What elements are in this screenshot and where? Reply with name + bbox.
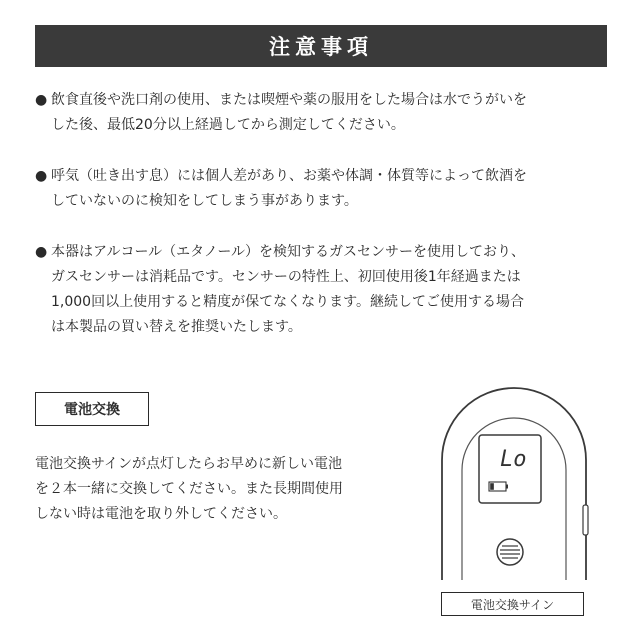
notes-list [35,88,610,366]
bullet-icon: ● [35,92,48,108]
battery-section-label [35,392,149,426]
note-body [51,164,610,214]
bullet-icon: ● [35,168,48,184]
note-item [35,240,610,340]
page-title: 注意事項 [269,35,373,59]
device-illustration [434,380,594,580]
note-line: した後、最低20分以上経過してから測定してください。 [51,117,405,133]
note-item [35,88,610,138]
bullet-icon: ● [35,244,48,260]
note-line: は本製品の買い替えを推奨いたします。 [51,319,302,335]
note-line: 呼気（吐き出す息）には個人差があり、お薬や体調・体質等によって飲酒を [51,168,527,184]
note-body [51,240,610,340]
side-button [583,505,588,535]
battery-section-label-text: 電池交換 [64,402,120,418]
battery-instruction-line: しない時は電池を取り外してください。 [35,506,287,522]
header-bar [35,25,607,67]
note-line: 本器はアルコール（エタノール）を検知するガスセンサーを使用しており、 [51,244,526,260]
note-line: 1,000回以上使用すると精度が保てなくなります。継続してご使用する場合 [51,294,524,310]
note-body [51,88,610,138]
note-line: ガスセンサーは消耗品です。センサーの特性上、初回使用後1年経過または [51,269,521,285]
battery-instruction-line: 電池交換サインが点灯したらお早めに新しい電池 [35,456,343,472]
note-item [35,164,610,214]
note-line: 飲食直後や洗口剤の使用、または喫煙や薬の服用をした場合は水でうがいを [51,92,527,108]
lcd-readout: Lo [500,447,527,472]
note-line: していないのに検知をしてしまう事があります。 [51,193,358,209]
battery-sign-caption [441,592,584,616]
battery-instructions [35,452,415,527]
battery-icon [489,482,508,491]
speaker-grille-icon [497,539,523,565]
battery-sign-caption-text: 電池交換サイン [470,597,555,612]
battery-instruction-line: を２本一緒に交換してください。また長期間使用 [35,481,343,497]
